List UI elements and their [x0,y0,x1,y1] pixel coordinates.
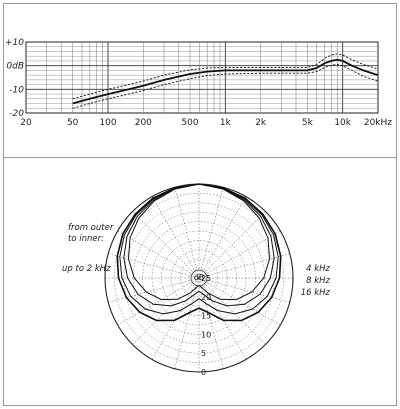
polar-spoke [133,212,199,278]
polar-unit-label: dB [193,273,205,282]
polar-spoke [152,278,199,359]
polar-spoke [199,278,290,302]
polar-curve-4-khz [120,184,278,314]
frequency-y-tick-label: +10 [5,38,24,48]
polar-legend-right: 8 kHz [306,276,330,286]
polar-radial-tick-label: 25 [201,274,212,283]
frequency-x-tick-label: 100 [99,118,117,128]
polar-legend-left: up to 2 kHz [62,264,111,274]
polar-radial-tick-label: 5 [201,349,207,359]
polar-annotation-line: from outer [68,223,114,233]
frequency-y-tick-label: -20 [9,109,24,119]
polar-legend-right: 16 kHz [300,288,330,298]
frequency-x-tick-label: 20 [20,118,32,128]
polar-radial-tick-label: 0 [201,368,207,377]
polar-spoke [152,197,199,278]
frequency-x-tick-label: 50 [66,118,79,128]
polar-radial-tick-label: 10 [201,330,212,340]
polar-annotation-line: to inner: [68,234,104,244]
frequency-x-tick-label: 5k [301,118,313,128]
frequency-x-tick-label: 20kHz [363,118,392,128]
frequency-x-tick-label: 1k [219,118,231,128]
polar-legend-right: 4 kHz [306,264,330,274]
polar-spoke [199,197,246,278]
polar-radial-tick-label: 15 [201,311,212,321]
polar-radial-tick-label: 20 [201,292,212,302]
frequency-x-tick-label: 2k [255,118,267,128]
frequency-y-tick-label: -10 [9,85,24,96]
frequency-x-tick-label: 500 [181,118,199,128]
frequency-x-tick-label: 200 [134,118,152,128]
frequency-y-tick-label: 0dB [6,61,24,72]
frequency-x-tick-label: 10k [334,118,352,128]
polar-spoke [199,187,223,278]
polar-spoke [108,278,199,302]
